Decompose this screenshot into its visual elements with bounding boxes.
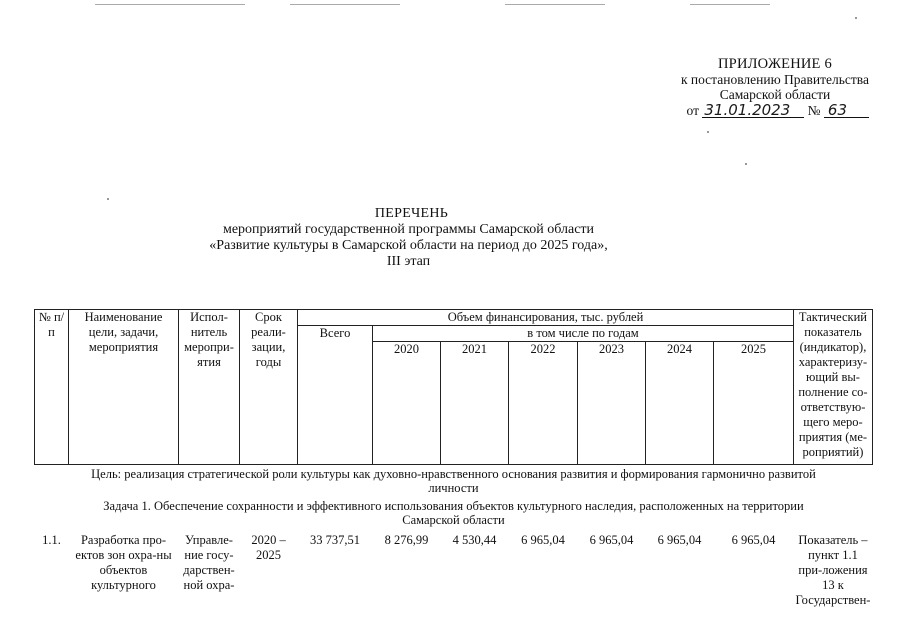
header-by-years: в том числе по годам — [373, 326, 794, 342]
task-row: Задача 1. Обеспечение сохранности и эффективного использования объектов культурного наследия, расположенных на территории Самарской области — [103, 499, 804, 527]
appendix-date-row — [681, 103, 869, 118]
handwritten-date: 31.01.2023 — [702, 103, 804, 118]
scan-speck — [855, 17, 857, 19]
cell-2021: 4 530,44 — [452, 533, 497, 547]
header-executor: Испол-нитель меропри-ятия — [179, 310, 240, 465]
cell-2022: 6 965,04 — [521, 533, 565, 547]
cell-2020: 8 276,99 — [384, 533, 429, 547]
document-heading — [0, 206, 905, 270]
cell-indicator: Показатель – пункт 1.1 при-ложения 13 к Государствен- — [795, 533, 871, 607]
heading-line-2: «Развитие культуры в Самарской области на период до 2025 года», — [209, 238, 608, 253]
header-year: 2024 — [646, 342, 714, 465]
cell-total: 33 737,51 — [310, 533, 360, 547]
header-year: 2022 — [509, 342, 578, 465]
header-total: Всего — [298, 326, 373, 465]
cell-2024: 6 965,04 — [657, 533, 702, 547]
header-year: 2021 — [441, 342, 509, 465]
header-year: 2023 — [578, 342, 646, 465]
scan-speck — [745, 163, 747, 165]
header-indicator: Тактический показатель (индикатор), характеризу-ющий вы-полнение со-ответствую-щего меро-приятия (ме-роприятий) — [794, 310, 873, 465]
measures-table — [34, 309, 873, 608]
header-year: 2025 — [714, 342, 794, 465]
appendix-title: ПРИЛОЖЕНИЕ 6 — [718, 56, 832, 72]
cell-name: Разработка про-ектов зон охра-ны объектов культурного — [75, 533, 172, 592]
date-prefix: от — [686, 103, 699, 118]
header-num: № п/п — [35, 310, 69, 465]
scan-edge-line — [290, 4, 400, 5]
goal-row: Цель: реализация стратегической роли культуры как духовно-нравственного основания развития и формирования гармонично развитой личности — [91, 467, 816, 495]
appendix-block — [681, 57, 869, 118]
header-term: Срок реали-зации, годы — [240, 310, 298, 465]
cell-2023: 6 965,04 — [589, 533, 634, 547]
header-name: Наименование цели, задачи, мероприятия — [69, 310, 179, 465]
cell-term: 2020 – 2025 — [251, 533, 286, 562]
scan-edge-line — [690, 4, 770, 5]
heading-line-1: мероприятий государственной программы Самарской области — [222, 222, 595, 237]
cell-num: 1.1. — [42, 533, 61, 547]
heading-line-3: III этап — [386, 254, 431, 269]
header-funding: Объем финансирования, тыс. рублей — [298, 310, 794, 326]
header-year: 2020 — [373, 342, 441, 465]
appendix-line-2: Самарской области — [719, 87, 831, 102]
cell-2025: 6 965,04 — [731, 533, 776, 547]
scan-edge-line — [95, 4, 245, 5]
heading-title: ПЕРЕЧЕНЬ — [374, 206, 449, 221]
scan-speck — [107, 198, 109, 200]
appendix-line-1: к постановлению Правительства — [680, 72, 869, 87]
number-prefix: № — [807, 103, 821, 118]
scan-speck — [707, 131, 709, 133]
scan-edge-line — [505, 4, 605, 5]
handwritten-number: 63 — [824, 103, 869, 118]
table-row — [35, 533, 873, 608]
cell-executor: Управле-ние госу-дарствен-ной охра- — [183, 533, 235, 592]
